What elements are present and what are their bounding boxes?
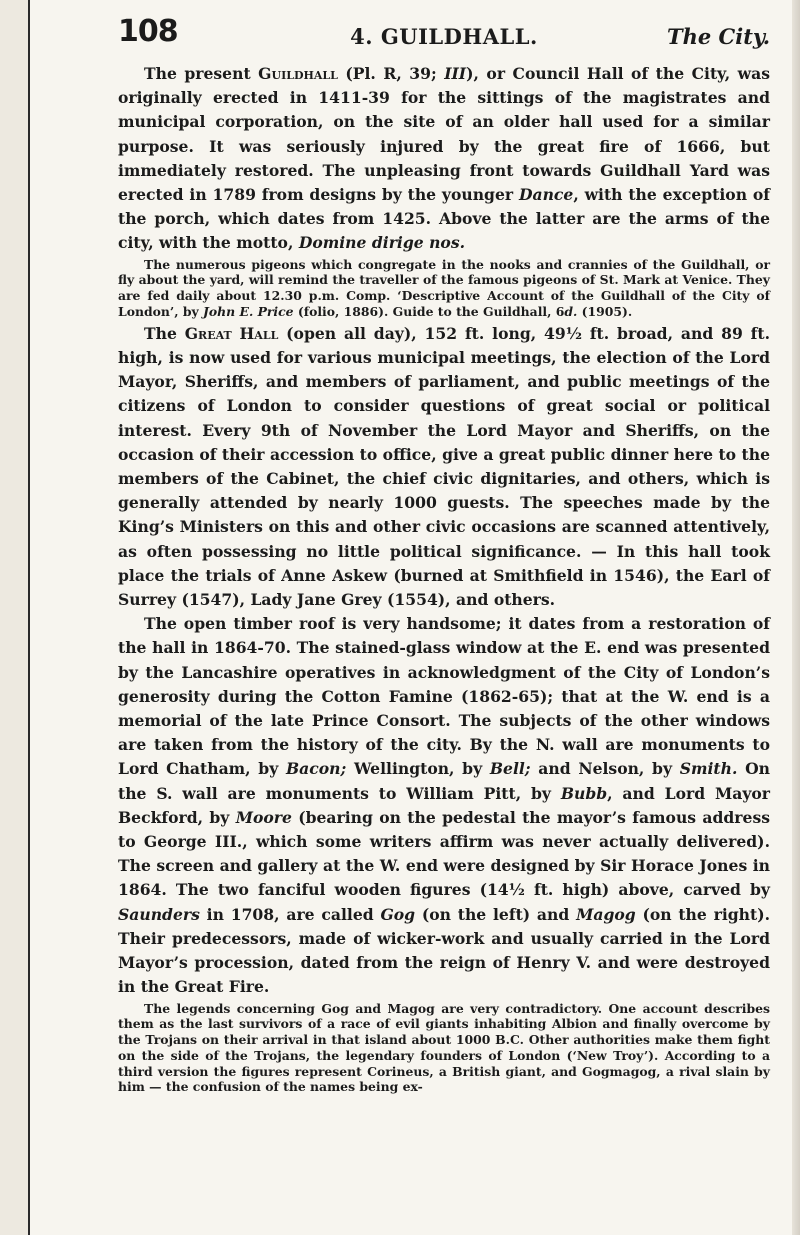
text-run: On the S. wall are monuments to William Pitt, by (118, 759, 770, 803)
text-run: (bearing on the pedestal the mayor’s famous address to George III., which some writers affirm was never actually delivered). The screen and gallery at the W. end were designed by Sir Horace Jones in 1864. The two fanciful wooden figures (14½ ft. high) above, carved by (118, 807, 771, 900)
text-run: Wellington, by (346, 759, 490, 779)
text-run: Domine dirige nos. (298, 233, 466, 253)
section-title: The City. (666, 24, 770, 49)
text-run: The (144, 323, 185, 343)
body-paragraph (118, 322, 770, 612)
text-run: The present (144, 64, 259, 83)
text-run: (open all day), 152 ft. long, 49½ ft. broad, and 89 ft. high, is now used for various municipal meetings, the election of the Lord Mayor, Sheriffs, and members of parliament, and public meetings of the citizens of London to consider questions of great social or political interest. Every 9th of November the Lord Mayor and Sheriffs, on the occasion of their accession to office, give a great public dinner here to the members of the Cabinet, the chief civic dignitaries, and others, which is generally attended by nearly 1000 guests. The speeches made by the King’s Ministers on this and other civic occasions are scanned attentively, as often possessing no little political significance. — In this hall took place the trials of Anne Askew (burned at Smithfield in 1546), the Earl of Surrey (1547), Lady Jane Grey (1554), and others. (118, 323, 770, 610)
text-run: (1905). (577, 304, 633, 320)
text-run: in 1708, are called (199, 904, 381, 924)
text-run: Great Hall (184, 323, 279, 343)
running-title: 4. GUILDHALL. (350, 24, 538, 49)
text-run: Dance (518, 185, 574, 205)
text-run: Magog (576, 904, 636, 924)
text-run: (folio, 1886). Guide to the Guildhall, 6 (293, 304, 565, 320)
text-run: The open timber roof is very handsome; it dates from a restoration of the hall in 1864-70. The stained-glass window at the E. end was presented by the Lancashire operatives in acknowledgment of the City of London’s generosity during the Cotton Famine (1862-65); that at the W. end is a memorial of the late Prince Consort. The subjects of the other windows are taken from the history of the city. By the N. wall are monuments to Lord Chatham, by (118, 614, 770, 779)
text-run: (on the right). Their predecessors, made of wicker-work and usually carried in the Lord Mayor’s procession, dated from the reign of Henry V. and were destroyed in the Great Fire. (118, 904, 770, 997)
text-run: John E. Price (203, 304, 294, 320)
text-run: Bell; (489, 759, 531, 779)
page-edge (792, 0, 800, 1235)
text-run: Guildhall (258, 64, 338, 83)
note-paragraph (118, 257, 770, 320)
text-run: and Nelson, by (530, 759, 680, 779)
text-run: Smith. (679, 759, 738, 779)
body-paragraph (118, 62, 770, 256)
text-run: Moore (235, 807, 292, 827)
page-body (118, 62, 770, 1097)
note-paragraph (118, 1001, 770, 1096)
text-run: III (444, 64, 467, 83)
page-number: 108 (118, 14, 178, 49)
page-header (118, 14, 770, 58)
text-run: Bubb (560, 783, 608, 803)
text-run: d. (564, 304, 578, 320)
text-run: The legends concerning Gog and Magog are very contradictory. One account describes them as the last survivors of a race of evil giants inhabiting Albion and finally overcome by the Trojans on their arrival in that island about 1000 B.C. Other authorities make them fight on the side of the Trojans, the legendary founders of London (‘New Troy’). According to a third version the figures represent Corineus, a British giant, and Gogmagog, a rival slain by him — the confusion of the names being ex- (118, 1000, 770, 1095)
text-run: (on the left) and (415, 904, 577, 924)
text-run: Saunders (118, 904, 200, 924)
body-paragraph (118, 612, 770, 999)
text-run: ), or Council Hall of the City, was originally erected in 1411-39 for the sittings of the magistrates and municipal corporation, on the site of an older hall used for a similar purpose. It was seriously injured by the great fire of 1666, but immediately restored. The unpleasing front towards Guildhall Yard was erected in 1789 from designs by the younger (118, 64, 770, 205)
book-page (28, 0, 800, 1235)
text-run: The numerous pigeons which congregate in the nooks and crannies of the Guildhall, or fly about the yard, will remind the traveller of the famous pigeons of St. Mark at Venice. They are fed daily about 12.30 p.m. Comp. ‘Descriptive Account of the Guildhall of the City of London’, by (118, 256, 770, 320)
text-run: Gog (380, 904, 416, 924)
text-run: (Pl. R, 39; (337, 64, 445, 83)
text-run: , with the exception of the porch, which dates from 1425. Above the latter are the arms of the city, with the motto, (118, 185, 770, 253)
text-run: Bacon; (285, 759, 347, 779)
text-run: , and Lord Mayor Beckford, by (118, 783, 771, 827)
